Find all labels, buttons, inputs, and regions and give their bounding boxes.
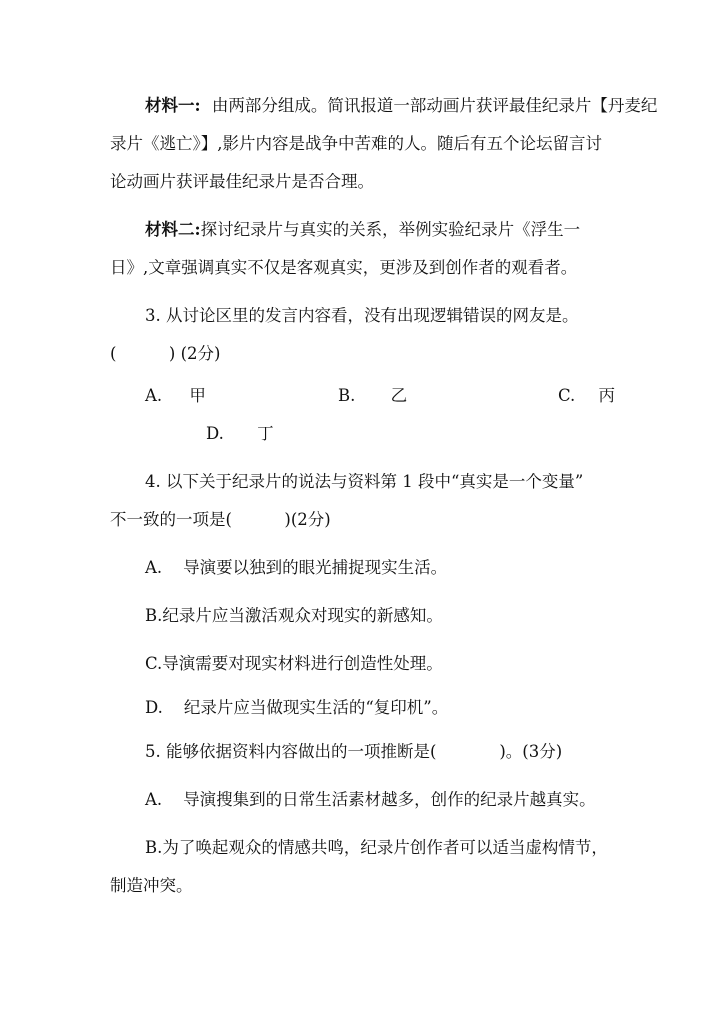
material1-line3: 论动画片获评最佳纪录片是否合理。	[110, 172, 374, 191]
q5-option-b-line1: B.为了唤起观众的情感共鸣，纪录片创作者可以适当虚构情节，	[145, 838, 608, 857]
q3-option-b	[338, 385, 407, 407]
q3-option-d-key: D.	[206, 424, 224, 443]
q3-option-b-key: B.	[338, 386, 356, 405]
material1-label: 材料一:	[145, 96, 201, 115]
q4-option-c: C.导演需要对现实材料进行创造性处理。	[145, 654, 443, 673]
q5-option-b-line2: 制造冲突。	[110, 876, 193, 895]
q3-option-c-text: 丙	[598, 386, 616, 405]
q3-option-c-key: C.	[558, 386, 576, 405]
q4-stem-line2: 不一致的一项是( )(2分)	[110, 510, 331, 529]
q3-option-d-text: 丁	[257, 424, 274, 443]
q5-option-a: A. 导演搜集到的日常生活素材越多，创作的纪录片越真实。	[145, 790, 596, 809]
material1-text1: 由两部分组成。简讯报道一部动画片获评最佳纪录片【丹麦纪	[211, 96, 658, 115]
q3-stem-line1: 3. 从讨论区里的发言内容看，没有出现逻辑错误的网友是。	[145, 306, 579, 325]
q4-option-a: A. 导演要以独到的眼光捕捉现实生活。	[145, 558, 448, 577]
material2-label: 材料二:	[145, 220, 201, 239]
q3-option-d	[206, 423, 274, 445]
material2-line1	[145, 219, 580, 241]
q3-option-a-text: 甲	[189, 386, 206, 405]
material1-line1	[145, 95, 657, 117]
material2-text1: 探讨纪录片与真实的关系，举例实验纪录片《浮生一	[200, 220, 581, 239]
q3-option-c	[558, 385, 615, 407]
q4-stem-line1: 4. 以下关于纪录片的说法与资料第 1 段中“真实是一个变量”	[145, 472, 584, 491]
material2-line2: 日》,文章强调真实不仅是客观真实，更涉及到创作者的观看者。	[110, 258, 578, 277]
q3-option-a-key: A.	[145, 386, 163, 405]
q3-option-b-text: 乙	[390, 386, 408, 405]
q3-stem-line2: ( ) (2分)	[110, 344, 221, 363]
q3-option-a	[145, 385, 206, 407]
q4-option-b: B.纪录片应当激活观众对现实的新感知。	[145, 606, 443, 625]
q5-stem: 5. 能够依据资料内容做出的一项推断是( )。(3分)	[145, 742, 563, 761]
material1-line2: 录片《逃亡》】,影片内容是战争中苦难的人。随后有五个论坛留言讨	[110, 134, 602, 153]
q4-option-d: D. 纪录片应当做现实生活的“复印机”。	[145, 698, 449, 717]
